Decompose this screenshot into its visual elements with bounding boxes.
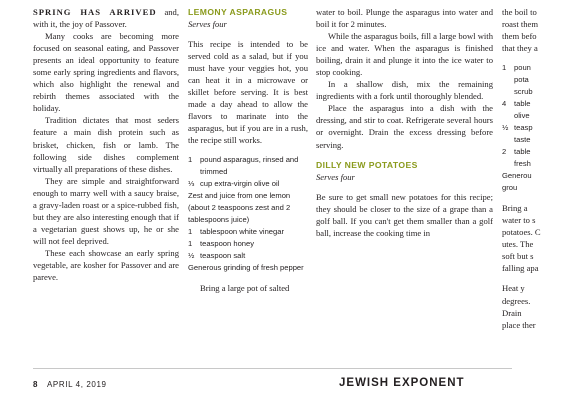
ingredient-quantity: ⅓ (188, 179, 195, 189)
ingredient-quantity: 2 (502, 147, 507, 157)
clipped-line: degrees. (502, 295, 531, 306)
step-paragraph-1: water to boil. Plunge the asparagus into water and boil it for 2 minutes. (316, 7, 493, 30)
ingredient-text: pota (514, 75, 529, 85)
clipped-column (502, 6, 562, 331)
recipe-intro: This recipe is intended to be served cold as a salad, but if you must have your veggies hot, you can heat it in a microwave or skillet before serving. It is best made a day ahead to allow the flavors to marinate into the asparagus, but if you are in a rush, the recipe still works. (188, 39, 308, 146)
recipe-heading: DILLY NEW POTATOES (316, 159, 418, 170)
step-paragraph-4: Place the asparagus into a dish with the dressing, and stir to coat. Refrigerate several hours or overnight. Drain the excess dressing before serving. (316, 103, 493, 150)
clipped-line: water to s (502, 215, 536, 226)
ingredient-quantity: 1 (188, 155, 193, 165)
ingredient-text: scrub (514, 87, 533, 97)
intro-paragraph-1 (33, 6, 179, 30)
ingredient-item (502, 146, 562, 170)
clipped-line: Heat y (502, 283, 525, 294)
ingredient-item (502, 122, 562, 146)
ingredient-quantity: 1 (188, 227, 193, 237)
page-footer (33, 378, 512, 398)
ingredient-item (188, 226, 308, 238)
clipped-line: Drain (502, 307, 522, 318)
ingredient-text: taste (514, 135, 531, 145)
ingredient-text: grou (502, 183, 518, 193)
ingredient-item (502, 98, 562, 122)
ingredient-item (188, 178, 308, 190)
ingredient-text: poun (514, 63, 531, 73)
ingredient-item (502, 62, 562, 98)
ingredient-text: Zest and juice from one lemon (about 2 teaspoons zest and 2 tablespoons juice) (188, 191, 291, 225)
ingredient-text: teasp (514, 123, 533, 133)
ingredient-text: tablespoon white vinegar (200, 227, 285, 237)
ingredient-text: fresh (514, 159, 531, 169)
ingredient-text: teaspoon salt (200, 251, 246, 261)
ingredient-item (188, 154, 308, 178)
clipped-line: utes. The (502, 239, 534, 250)
ingredient-quantity: 4 (502, 99, 507, 109)
lead-in: SPRING HAS ARRIVED (33, 7, 157, 17)
clipped-line: falling apa (502, 263, 539, 274)
clipped-line: potatoes. C (502, 227, 541, 238)
ingredient-text: teaspoon honey (200, 239, 255, 249)
lead-in-rest: and, with it, the joy of Passover. (33, 7, 179, 30)
ingredient-item (502, 170, 562, 194)
issue-date: APRIL 4, 2019 (47, 380, 107, 389)
step-paragraph-3: In a shallow dish, mix the remaining ingredients with a fork until thoroughly blended. (316, 79, 493, 102)
ingredient-quantity: 1 (188, 239, 193, 249)
intro-paragraph-4: They are simple and straightforward enough to marry well with a saucy braise, a gravy-laden roast or a spice-rubbed fish, but they are also interesting enough that if a vegetarian guest shows up, he or she will not feel deprived. (33, 175, 179, 246)
ingredient-item (188, 250, 308, 262)
page-number: 8 (33, 380, 38, 389)
recipe-serves: Serves four (316, 171, 355, 182)
clipped-line: soft but s (502, 251, 534, 262)
ingredient-text: table (514, 147, 531, 157)
clipped-line: roast them (502, 19, 539, 30)
clipped-line: Bring a (502, 203, 528, 214)
ingredient-text: Generou (502, 171, 532, 181)
recipe-step: Bring a large pot of salted (200, 283, 290, 294)
asparagus-recipe-column (188, 6, 308, 294)
clipped-line: that they a (502, 43, 538, 54)
ingredient-quantity: ½ (188, 251, 195, 261)
ingredient-item (188, 238, 308, 250)
step-paragraph-2: While the asparagus boils, fill a large bowl with ice and water. When the asparagus is finished boiling, drain it and plunge it into the ice water to stop cooking. (316, 31, 493, 78)
ingredient-quantity: 1 (502, 63, 507, 73)
ingredient-item (188, 190, 308, 226)
ingredient-text: Generous grinding of fresh pepper (188, 263, 304, 273)
recipe-serves: Serves four (188, 19, 227, 29)
ingredient-text: olive (514, 111, 530, 121)
article-intro-column (33, 6, 179, 283)
ingredient-quantity: ½ (502, 123, 509, 133)
ingredient-text: cup extra-virgin olive oil (200, 179, 280, 189)
ingredient-text: table (514, 99, 531, 109)
ingredient-list (188, 154, 308, 274)
clipped-line: place ther (502, 319, 536, 330)
publication-name: JEWISH EXPONENT (339, 377, 465, 389)
ingredient-item (188, 262, 308, 274)
intro-paragraph-3: Tradition dictates that most seders feature a main dish protein such as brisket, chicken, fish or lamb. The following side dishes complement virtually all preparations of these dishes. (33, 115, 179, 174)
recipe-continuation-column (316, 6, 493, 239)
footer-rule (33, 368, 512, 369)
recipe-heading: LEMONY ASPARAGUS (188, 7, 288, 17)
ingredient-text: pound asparagus, rinsed and trimmed (200, 155, 299, 177)
intro-paragraph-5: These each showcase an early spring vegetable, are kosher for Passover and are pareve. (33, 247, 179, 283)
clipped-line: them befo (502, 31, 537, 42)
clipped-line: the boil to (502, 7, 537, 17)
intro-paragraph-2: Many cooks are becoming more focused on seasonal eating, and Passover presents an ideal opportunity to feature some early spring ingredients and flavors, which also highlight the renewal and rebirth themes associated with the holiday. (33, 31, 179, 114)
step-paragraph-5: Be sure to get small new potatoes for this recipe; they should be closer to the size of a grape than a golf ball. If you can't get them smaller than a golf ball, increase the cooking time in (316, 191, 493, 238)
